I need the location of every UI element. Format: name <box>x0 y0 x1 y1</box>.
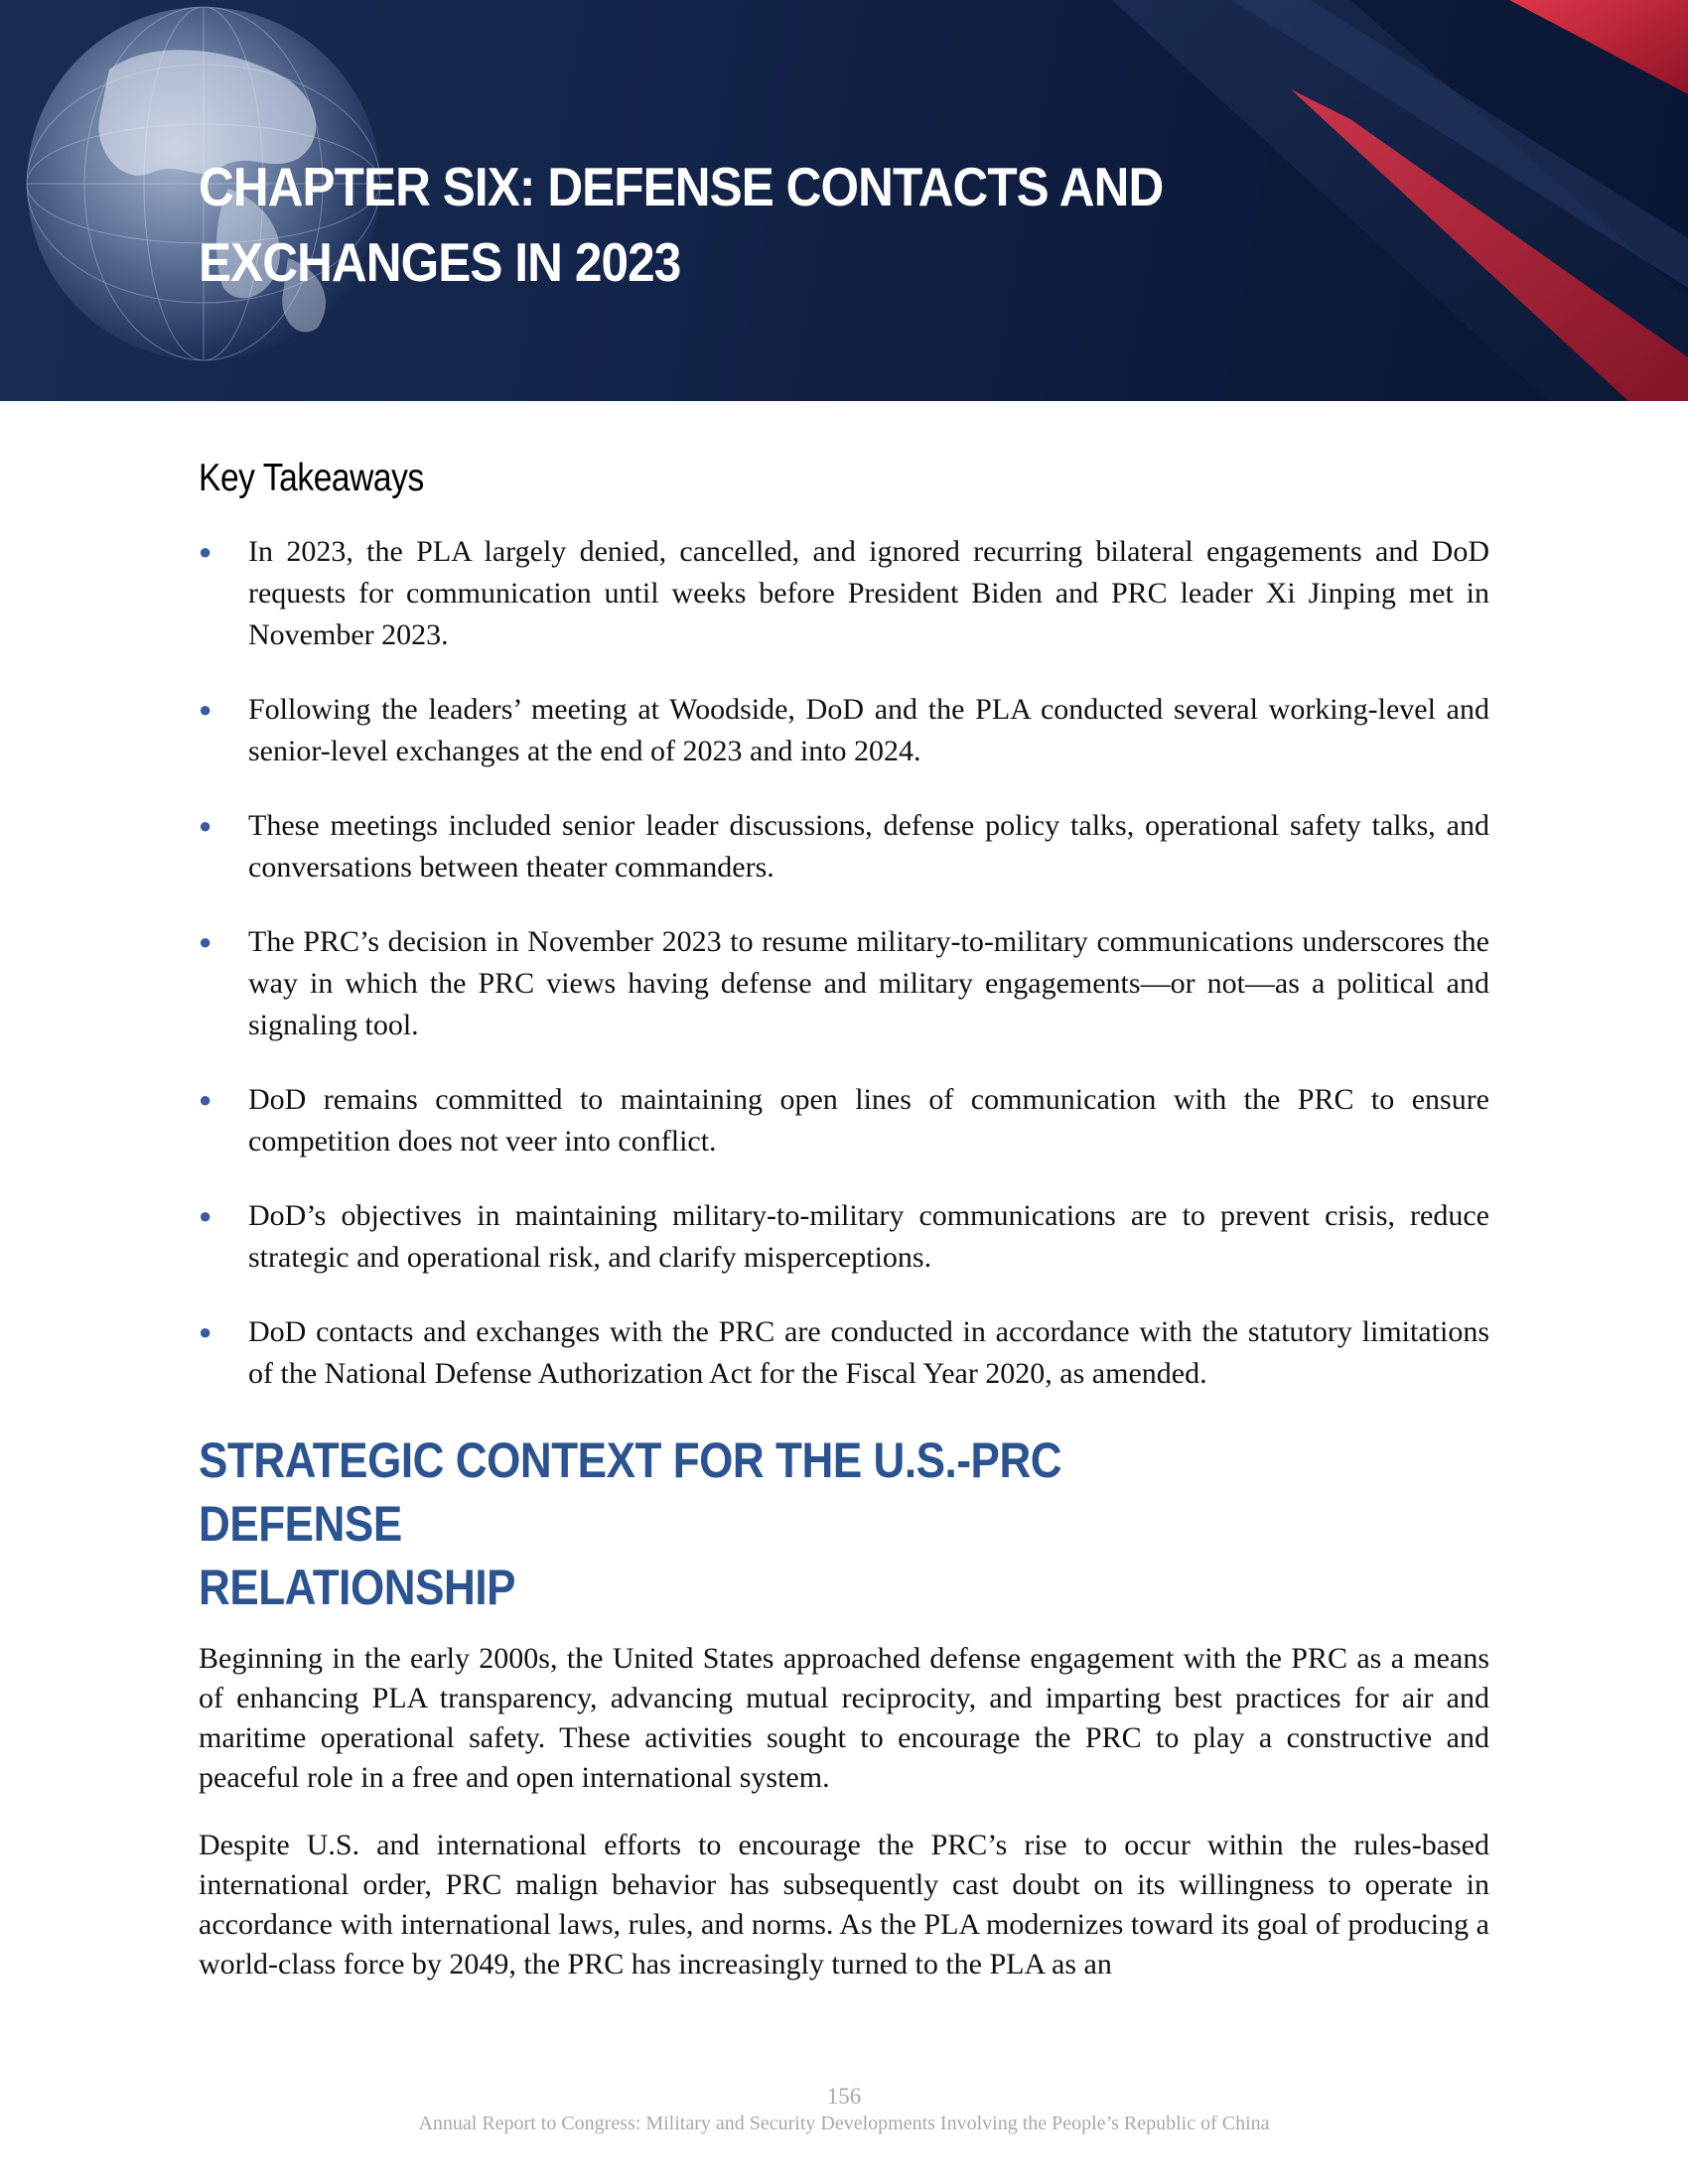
chapter-title-line-2: EXCHANGES IN 2023 <box>199 231 681 293</box>
list-item <box>199 689 1489 772</box>
chapter-banner <box>0 0 1688 401</box>
list-item-text: DoD contacts and exchanges with the PRC are conducted in accordance with the statutory limitations of the National Defense Authorization Act for the Fiscal Year 2020, as amended. <box>248 1315 1489 1390</box>
list-item-text: These meetings included senior leader discussions, defense policy talks, operational safety talks, and conversations between theater commanders. <box>248 809 1489 884</box>
body-paragraph: Despite U.S. and international efforts to encourage the PRC’s rise to occur within the rules-based international order, PRC malign behavior has subsequently cast doubt on its willingness to operate in accordance with international laws, rules, and norms. As the PLA modernizes toward its goal of producing a world-class force by 2049, the PRC has increasingly turned to the PLA as an <box>199 1829 1489 1980</box>
list-item-text: DoD remains committed to maintaining open lines of communication with the PRC to ensure competition does not veer into conflict. <box>248 1083 1489 1158</box>
list-item <box>199 1079 1489 1162</box>
list-item-text: In 2023, the PLA largely denied, cancelled, and ignored recurring bilateral engagements and DoD requests for communication until weeks before President Biden and PRC leader Xi Jinping met in November 2023. <box>248 535 1489 651</box>
body-paragraph: Beginning in the early 2000s, the United States approached defense engagement with the PRC as a means of enhancing PLA transparency, advancing mutual reciprocity, and imparting best practices for air and maritime operational safety. These activities sought to encourage the PRC to play a constructive and peaceful role in a free and open international system. <box>199 1642 1489 1794</box>
bullet-icon: ● <box>199 1203 212 1228</box>
bullet-icon: ● <box>199 929 212 954</box>
bullet-icon: ● <box>199 813 212 838</box>
list-item-text: DoD’s objectives in maintaining military-to-military communications are to prevent crisis, reduce strategic and operational risk, and clarify misperceptions. <box>248 1199 1489 1274</box>
key-takeaways-heading: Key Takeaways <box>199 457 424 499</box>
list-item <box>199 921 1489 1046</box>
chapter-title-line-1: CHAPTER SIX: DEFENSE CONTACTS AND <box>199 156 1164 217</box>
list-item-text: The PRC’s decision in November 2023 to resume military-to-military communications underscores the way in which the PRC views having defense and military engagements—or not—as a political and signaling tool. <box>248 925 1489 1041</box>
bullet-icon: ● <box>199 1319 212 1344</box>
list-item <box>199 531 1489 656</box>
page-number: 156 <box>826 2084 862 2109</box>
footer-text: Annual Report to Congress: Military and Security Developments Involving the People’s Republic of China <box>418 2113 1270 2134</box>
bullet-icon: ● <box>199 539 212 564</box>
list-item <box>199 1311 1489 1395</box>
list-item-text: Following the leaders’ meeting at Woodside, DoD and the PLA conducted several working-level and senior-level exchanges at the end of 2023 and into 2024. <box>248 693 1489 767</box>
bullet-icon: ● <box>199 697 212 722</box>
bullet-icon: ● <box>199 1087 212 1112</box>
chapter-title <box>199 149 1271 300</box>
section-heading-line-1: STRATEGIC CONTEXT FOR THE U.S.-PRC DEFENSE <box>199 1433 1062 1552</box>
page-footer <box>0 2083 1688 2136</box>
section-heading-line-2: RELATIONSHIP <box>199 1560 516 1615</box>
page-content <box>199 453 1489 1984</box>
list-item <box>199 1195 1489 1279</box>
key-takeaways-list <box>199 531 1489 1395</box>
section-heading <box>199 1429 1247 1619</box>
list-item <box>199 805 1489 888</box>
